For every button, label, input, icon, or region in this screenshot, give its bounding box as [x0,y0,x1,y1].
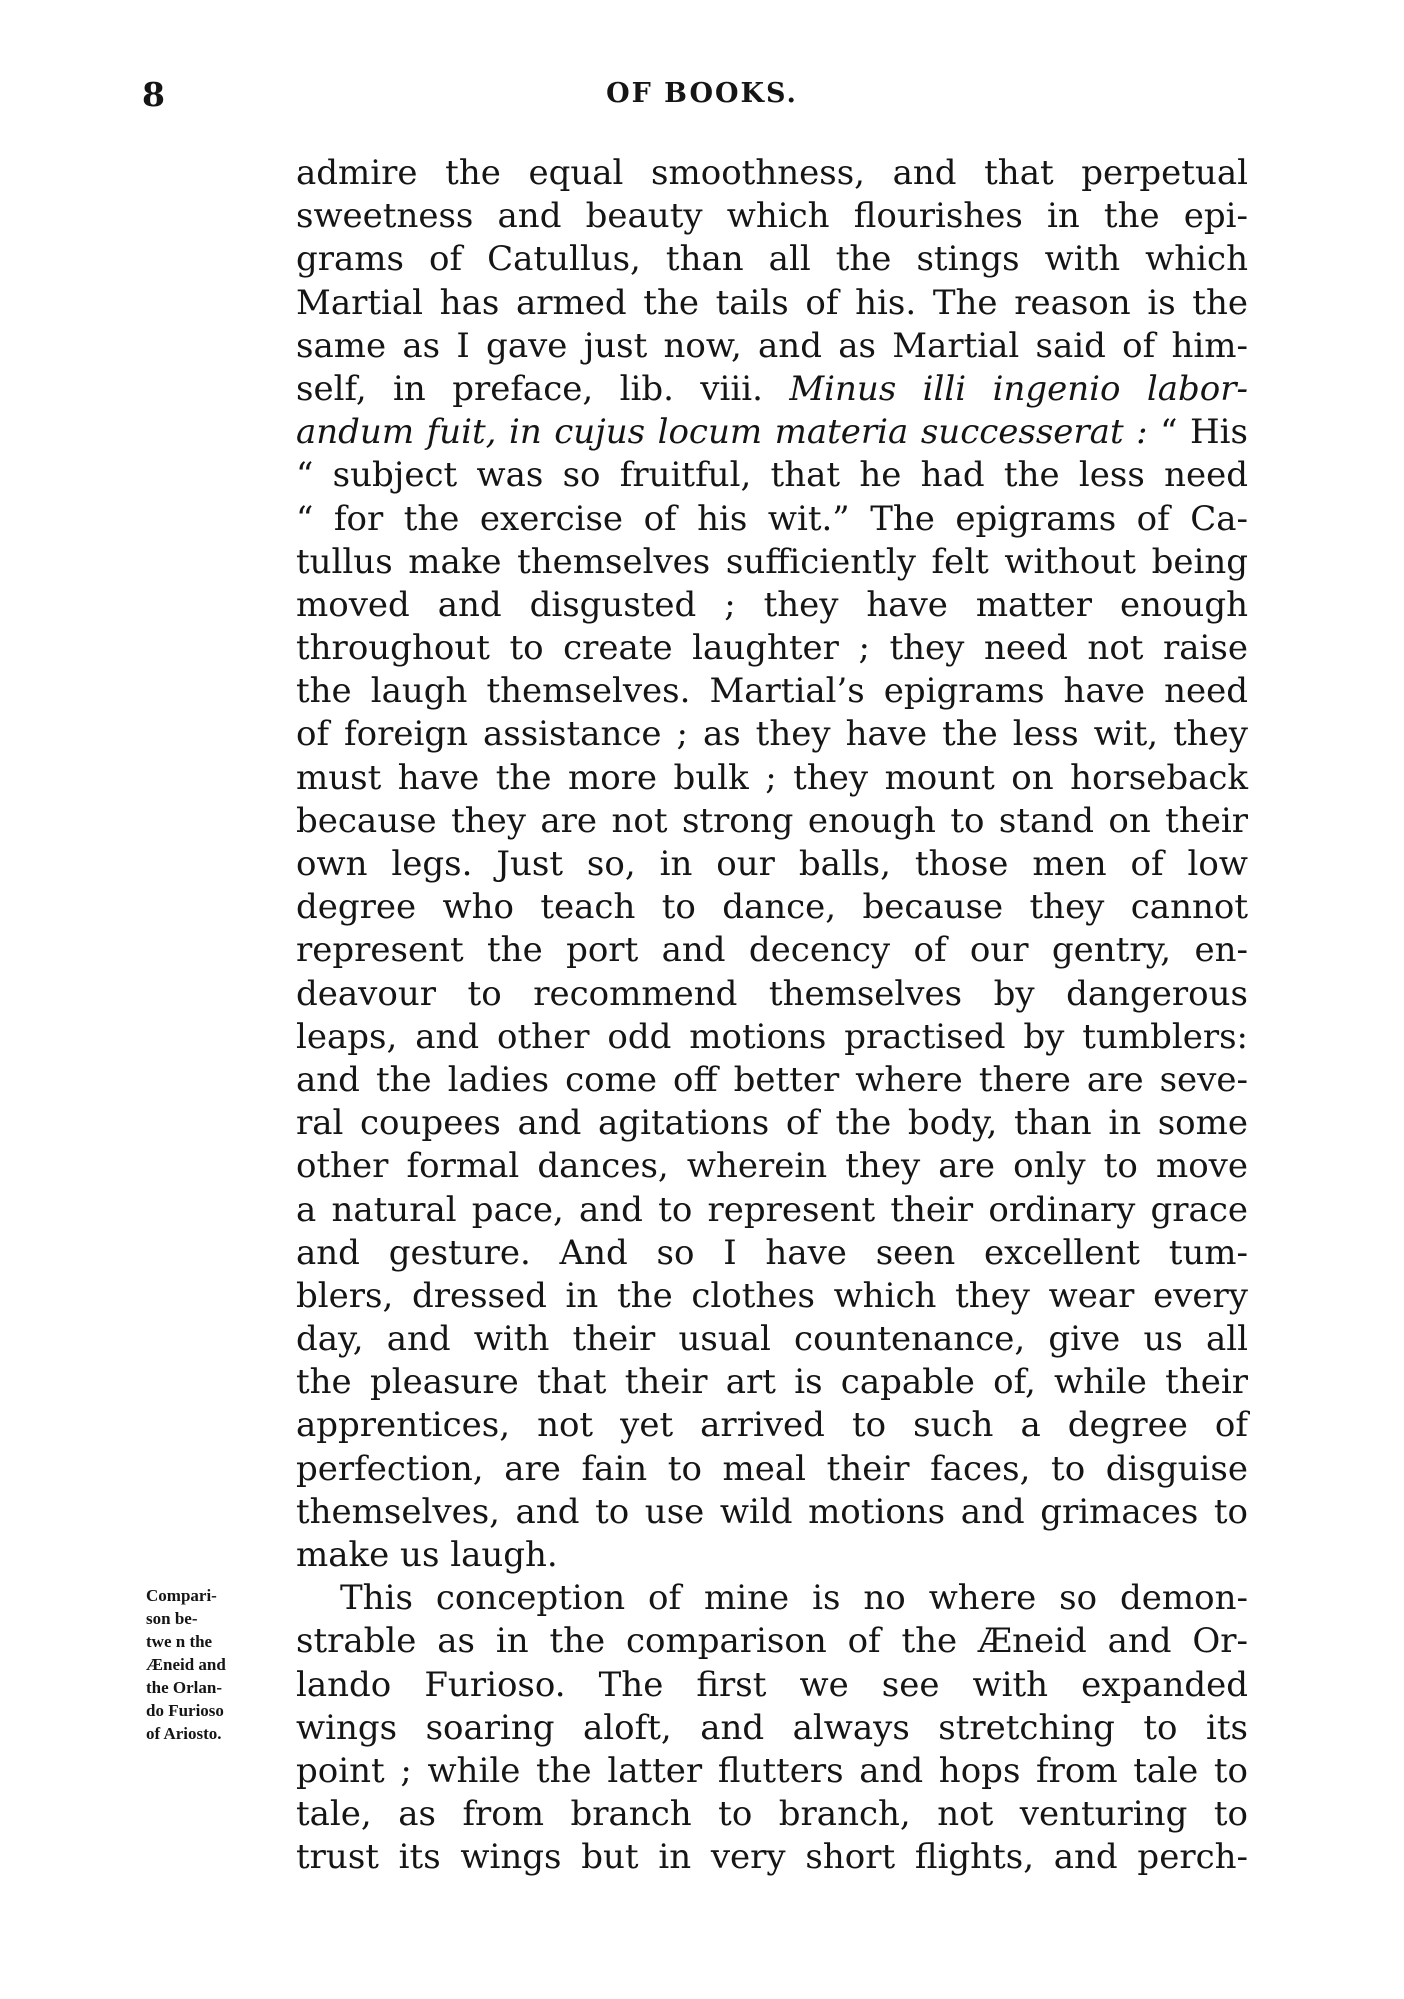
text-line: because they are not strong enough to stand on their [296,800,1248,841]
text-line: admire the equal smoothness, and that perpetual [296,153,1248,193]
text-line: apprentices, not yet arrived to such a degree of [296,1405,1248,1446]
text-line: the pleasure that their art is capable of, while their [296,1362,1248,1403]
paragraph-1 [296,152,1248,1577]
text-line-mixed [296,411,1248,454]
text-line: of foreign assistance ; as they have the less wit, they [296,714,1248,755]
text-line: tullus make themselves sufficiently felt without being [296,541,1248,582]
marginal-note-line: the Orlan- [146,1678,223,1697]
text-line: Martial has armed the tails of his. The reason is the [296,282,1248,323]
text-line: This conception of mine is no where so demon- [340,1578,1248,1619]
text-line: other formal dances, wherein they are only to move [296,1146,1248,1187]
text-line: leaps, and other odd motions practised by tumblers: [296,1016,1248,1057]
marginal-note-line: son be- [146,1609,198,1628]
marginal-note-line: of Ariosto. [146,1724,222,1743]
text-line: moved and disgusted ; they have matter enough [296,584,1248,625]
text-line: the laugh themselves. Martial’s epigrams have need [296,671,1248,712]
text-line: “ subject was so fruitful, that he had the less need [296,455,1248,496]
running-title: OF BOOKS. [606,78,798,109]
text-line: trust its wings but in very short flights, and perch- [296,1837,1248,1878]
marginal-note-line: Æneid and [146,1655,226,1674]
text-line: must have the more bulk ; they mount on horseback [296,757,1248,798]
text-line: perfection, are fain to meal their faces, to disguise [296,1448,1248,1489]
body-text [296,152,1248,1880]
text-line: lando Furioso. The first we see with expanded [296,1664,1248,1705]
text-line: wings soaring aloft, and always stretching to its [296,1707,1248,1748]
text-line: day, and with their usual countenance, give us all [296,1319,1248,1360]
text-line: throughout to create laughter ; they need not raise [296,628,1248,669]
text-line: represent the port and decency of our gentry, en- [296,930,1248,971]
text-line: grams of Catullus, than all the stings with which [296,239,1248,280]
text-line: own legs. Just so, in our balls, those men of low [296,844,1248,884]
text-segment: self, in preface, lib. viii. [296,368,790,409]
latin-quote: andum fuit, in cujus locum materia successerat : [296,412,1161,453]
page-number: 8 [142,75,165,114]
marginal-note-line: twe n the [146,1632,213,1651]
text-line: a natural pace, and to represent their ordinary grace [296,1189,1248,1230]
text-line: degree who teach to dance, because they cannot [296,887,1248,928]
text-line: ral coupees and agitations of the body, than in some [296,1103,1248,1144]
marginal-note-line: Compari- [146,1586,217,1605]
marginal-note [146,1584,306,1745]
text-line: make us laugh. [296,1535,558,1575]
text-line: tale, as from branch to branch, not venturing to [296,1794,1248,1835]
marginal-note-line: do Furioso [146,1701,224,1720]
text-line: and the ladies come off better where there are seve- [296,1059,1248,1100]
text-line: deavour to recommend themselves by dangerous [296,973,1248,1014]
text-line: “ for the exercise of his wit.” The epigrams of Ca- [296,498,1248,539]
latin-quote: Minus illi ingenio labor- [789,368,1248,409]
text-segment: “ His [1160,412,1248,453]
paragraph-2 [296,1577,1248,1879]
text-line: sweetness and beauty which flourishes in the epi- [296,196,1248,237]
text-line: blers, dressed in the clothes which they wear every [296,1275,1248,1316]
text-line: strable as in the comparison of the Æneid and Or- [296,1621,1248,1662]
text-line: point ; while the latter flutters and hops from tale to [296,1750,1248,1791]
text-line: and gesture. And so I have seen excellent tum- [296,1232,1248,1273]
text-line-mixed [296,368,1248,411]
text-line: same as I gave just now, and as Martial said of him- [296,325,1248,366]
text-line: themselves, and to use wild motions and grimaces to [296,1491,1248,1532]
